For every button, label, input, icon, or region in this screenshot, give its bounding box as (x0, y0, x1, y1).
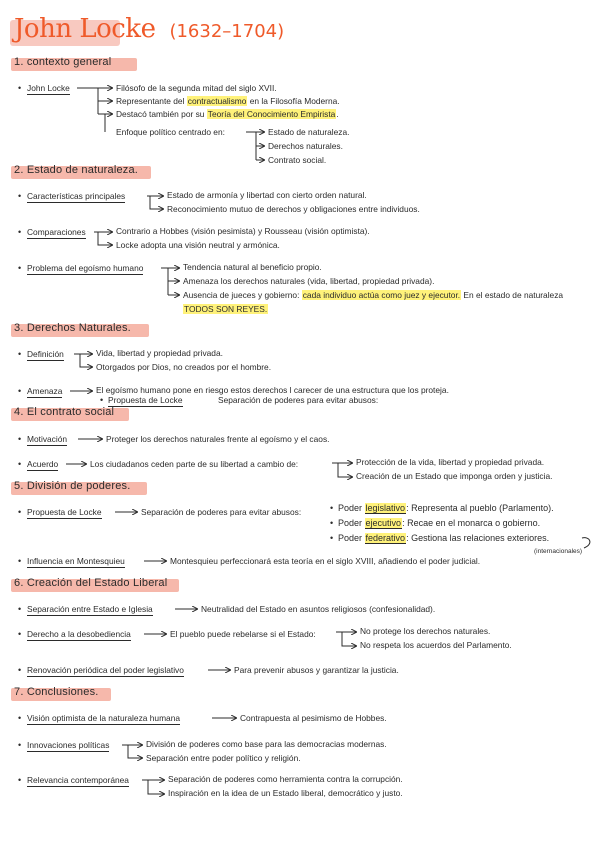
s5-propuesta-label: Propuesta de Locke (27, 507, 102, 517)
section-heading-1: 1. contexto general (14, 56, 111, 71)
internacionales-note: (internacionales) (534, 548, 583, 555)
section-heading-5: 5. División de poderes. (14, 480, 131, 495)
motivacion-label: Motivación (27, 434, 68, 444)
amenaza-text: El egoísmo humano pone en riesgo estos derechos l carecer de una estructura que los proteja. (96, 385, 449, 395)
motivacion-text: Proteger los derechos naturales frente al egoísmo y el caos. (106, 434, 330, 444)
desobediencia-text: El pueblo puede rebelarse si el Estado: (170, 629, 316, 639)
bullet: • (18, 263, 22, 273)
bullet: • (18, 83, 22, 93)
egoismo-label: Problema del egoísmo humano (27, 263, 144, 273)
poder-federativo: Poder federativo: Gestiona las relaciones exteriores. (338, 533, 550, 543)
desobediencia-item-1: No protege los derechos naturales. (360, 626, 491, 636)
montesquieu-label: Influencia en Montesquieu (27, 556, 125, 566)
bullet: • (330, 533, 334, 543)
def-item-1: Vida, libertad y propiedad privada. (96, 348, 223, 358)
s1-enfoque: Enfoque político centrado en: (116, 127, 225, 137)
desobediencia-item-2: No respeta los acuerdos del Parlamento. (360, 640, 512, 650)
section-heading-3: 3. Derechos Naturales. (14, 322, 131, 337)
relevancia-item-1: Separación de poderes como herramienta contra la corrupción. (168, 774, 403, 784)
bullet: • (18, 556, 22, 566)
poder-legislativo: Poder legislativo: Representa al pueblo (Parlamento). (338, 503, 554, 513)
s1-enfoque-item-2: Derechos naturales. (268, 141, 343, 151)
bullet: • (18, 434, 22, 444)
amenaza-label: Amenaza (27, 386, 63, 396)
bullet: • (18, 604, 22, 614)
def-item-2: Otorgados por Dios, no creados por el hombre. (96, 362, 272, 372)
s3-propuesta-label: Propuesta de Locke (108, 395, 183, 405)
section-heading-6: 6. Creación del Estado Liberal (14, 577, 167, 592)
acuerdo-item-2: Creación de un Estado que imponga orden y justicia. (356, 471, 553, 481)
section-heading-7: 7. Conclusiones. (14, 686, 99, 701)
bullet: • (18, 459, 22, 469)
s3-propuesta-text: Separación de poderes para evitar abusos: (218, 395, 379, 405)
ego-item-4: TODOS SON REYES. (184, 304, 268, 314)
innovaciones-label: Innovaciones políticas (27, 740, 110, 750)
bullet: • (18, 507, 22, 517)
acuerdo-text: Los ciudadanos ceden parte de su libertad a cambio de: (90, 459, 299, 469)
vision-text: Contrapuesta al pesimismo de Hobbes. (240, 713, 387, 723)
desobediencia-label: Derecho a la desobediencia (27, 629, 131, 639)
definicion-label: Definición (27, 349, 64, 359)
bullet: • (100, 395, 104, 405)
bullet: • (18, 349, 22, 359)
renovacion-text: Para prevenir abusos y garantizar la justicia. (234, 665, 399, 675)
montesquieu-text: Montesquieu perfeccionará esta teoría en el siglo XVIII, añadiendo el poder judicial. (170, 556, 481, 566)
caract-item-2: Reconocimiento mutuo de derechos y obligaciones entre individuos. (167, 204, 420, 214)
comparaciones-label: Comparaciones (27, 227, 86, 237)
renovacion-label: Renovación periódica del poder legislativo (27, 665, 184, 675)
innovaciones-item-2: Separación entre poder político y religión. (146, 753, 301, 763)
s1-enfoque-item-1: Estado de naturaleza. (268, 127, 350, 137)
ego-item-2: Amenaza los derechos naturales (vida, libertad, propiedad privada). (183, 276, 435, 286)
bullet: • (18, 775, 22, 785)
bullet: • (18, 713, 22, 723)
ego-item-3: Ausencia de jueces y gobierno: cada individuo actúa como juez y ejecutor. En el estado de naturaleza (183, 290, 564, 300)
comp-item-1: Contrario a Hobbes (visión pesimista) y Rousseau (visión optimista). (116, 226, 370, 236)
acuerdo-item-1: Protección de la vida, libertad y propiedad privada. (356, 457, 545, 467)
relevancia-label: Relevancia contemporánea (27, 775, 129, 785)
caract-item-1: Estado de armonía y libertad con cierto orden natural. (167, 190, 367, 200)
innovaciones-item-1: División de poderes como base para las democracias modernas. (146, 739, 387, 749)
section-heading-4: 4. El contrato social (14, 406, 114, 421)
vision-label: Visión optimista de la naturaleza humana (27, 713, 181, 723)
acuerdo-label: Acuerdo (27, 459, 59, 469)
bullet: • (18, 386, 22, 396)
s1-item-3: Destacó también por su Teoría del Conocimiento Empirista. (116, 109, 339, 119)
page-title (14, 14, 284, 48)
s1-item-1: Filósofo de la segunda mitad del siglo XVII. (116, 83, 277, 93)
s5-propuesta-text: Separación de poderes para evitar abusos: (141, 507, 302, 517)
john-locke-label: John Locke (27, 83, 70, 93)
bullet: • (18, 665, 22, 675)
bullet: • (18, 191, 22, 201)
caracteristicas-label: Características principales (27, 191, 126, 201)
separacion-label: Separación entre Estado e Iglesia (27, 604, 153, 614)
ego-item-1: Tendencia natural al beneficio propio. (183, 262, 322, 272)
title-name: John Locke (14, 14, 156, 44)
s1-enfoque-item-3: Contrato social. (268, 155, 327, 165)
bullet: • (330, 503, 334, 513)
bullet: • (18, 629, 22, 639)
section-heading-2: 2. Estado de naturaleza. (14, 164, 138, 179)
bullet: • (18, 740, 22, 750)
bullet: • (330, 518, 334, 528)
poder-ejecutivo: Poder ejecutivo: Recae en el monarca o gobierno. (338, 518, 541, 528)
bullet: • (18, 227, 22, 237)
s1-item-2: Representante del contractualismo en la Filosofía Moderna. (116, 96, 340, 106)
separacion-text: Neutralidad del Estado en asuntos religiosos (confesionalidad). (201, 604, 436, 614)
relevancia-item-2: Inspiración en la idea de un Estado liberal, democrático y justo. (168, 788, 403, 798)
comp-item-2: Locke adopta una visión neutral y armónica. (116, 240, 280, 250)
title-years: (1632–1704) (169, 21, 285, 42)
